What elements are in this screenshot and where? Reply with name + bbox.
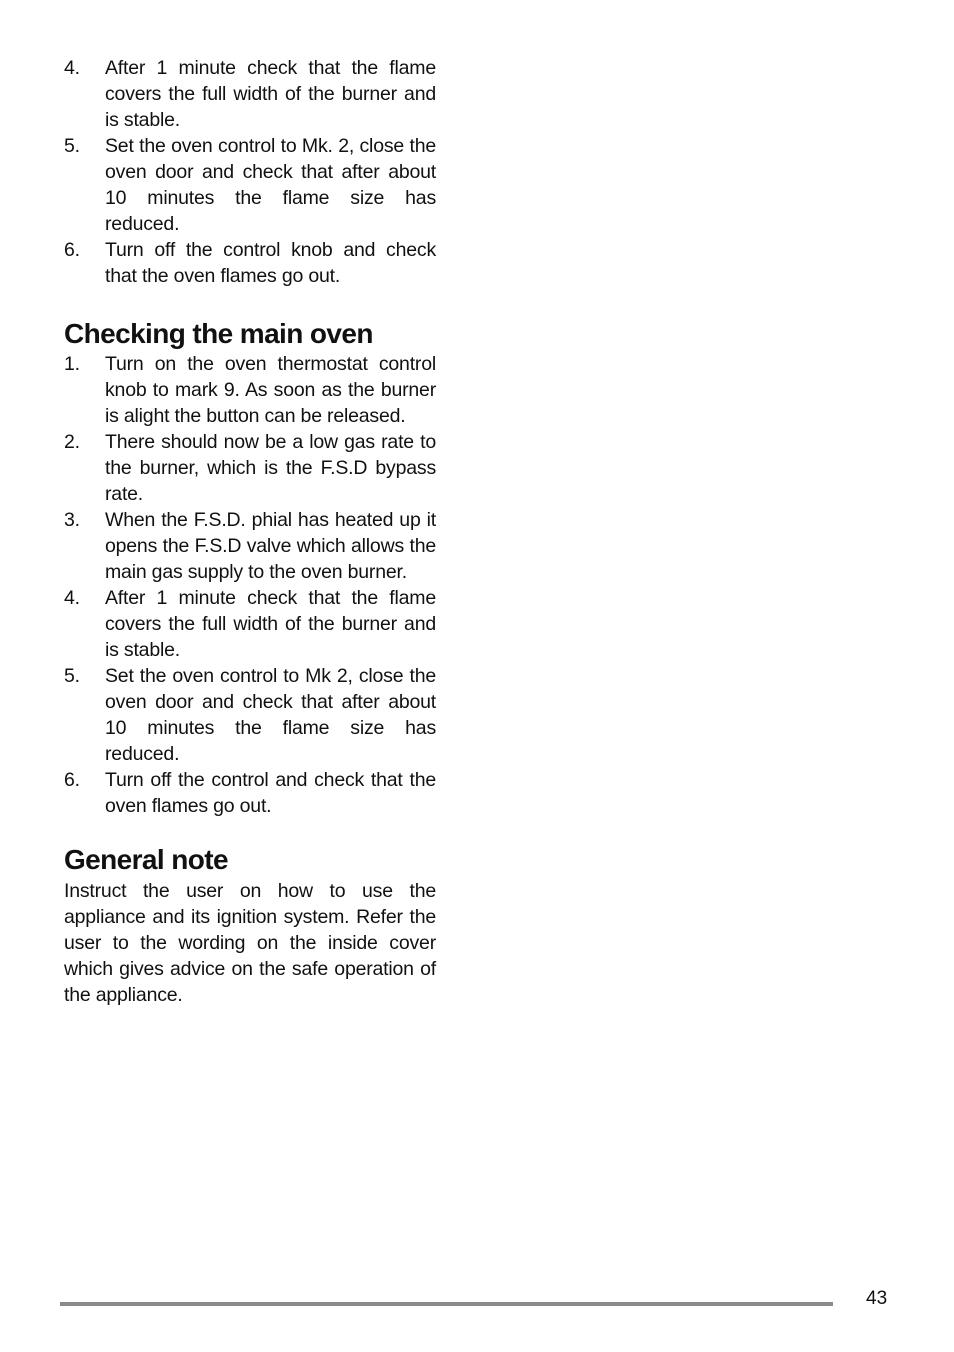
list-item-number: 2. bbox=[64, 431, 80, 453]
list-item-number: 3. bbox=[64, 509, 80, 531]
list-item bbox=[64, 133, 436, 237]
list-item-text: There should now be a low gas rate to the burner, which is the F.S.D bypass rate. bbox=[105, 431, 436, 505]
list-item bbox=[64, 767, 436, 819]
list-item-number: 1. bbox=[64, 353, 80, 375]
list-item-text: After 1 minute check that the flame covers the full width of the burner and is stable. bbox=[105, 57, 436, 131]
section-heading-general-note: General note bbox=[64, 844, 228, 875]
list-item-text: Set the oven control to Mk 2, close the oven door and check that after about 10 minutes the flame size has reduced. bbox=[105, 665, 436, 765]
list-item-text: When the F.S.D. phial has heated up it opens the F.S.D valve which allows the main gas supply to the oven burner. bbox=[105, 509, 436, 583]
general-note-paragraph: Instruct the user on how to use the appliance and its ignition system. Refer the user to the wording on the inside cover which gives advice on the safe operation of the appliance. bbox=[64, 880, 436, 1006]
list-item-text: After 1 minute check that the flame covers the full width of the burner and is stable. bbox=[105, 587, 436, 661]
list-item bbox=[64, 55, 436, 133]
list-item-text: Turn on the oven thermostat control knob to mark 9. As soon as the burner is alight the button can be released. bbox=[105, 353, 436, 427]
list-item-text: Turn off the control and check that the oven flames go out. bbox=[105, 769, 436, 817]
intro-list bbox=[64, 55, 436, 289]
footer-divider bbox=[60, 1302, 833, 1306]
list-item bbox=[64, 429, 436, 507]
list-item bbox=[64, 663, 436, 767]
section-heading-main-oven: Checking the main oven bbox=[64, 318, 373, 349]
list-item bbox=[64, 585, 436, 663]
list-item-text: Turn off the control knob and check that the oven flames go out. bbox=[105, 239, 436, 287]
list-item bbox=[64, 237, 436, 289]
page-number: 43 bbox=[866, 1288, 888, 1309]
list-item-number: 4. bbox=[64, 587, 80, 609]
list-item-number: 5. bbox=[64, 665, 80, 687]
list-item bbox=[64, 507, 436, 585]
list-item-number: 4. bbox=[64, 57, 80, 79]
list-item-text: Set the oven control to Mk. 2, close the oven door and check that after about 10 minutes the flame size has reduced. bbox=[105, 135, 436, 235]
page-content bbox=[64, 55, 436, 1008]
list-item-number: 6. bbox=[64, 239, 80, 261]
main-oven-steps bbox=[64, 351, 436, 819]
list-item-number: 5. bbox=[64, 135, 80, 157]
list-item-number: 6. bbox=[64, 769, 80, 791]
list-item bbox=[64, 351, 436, 429]
